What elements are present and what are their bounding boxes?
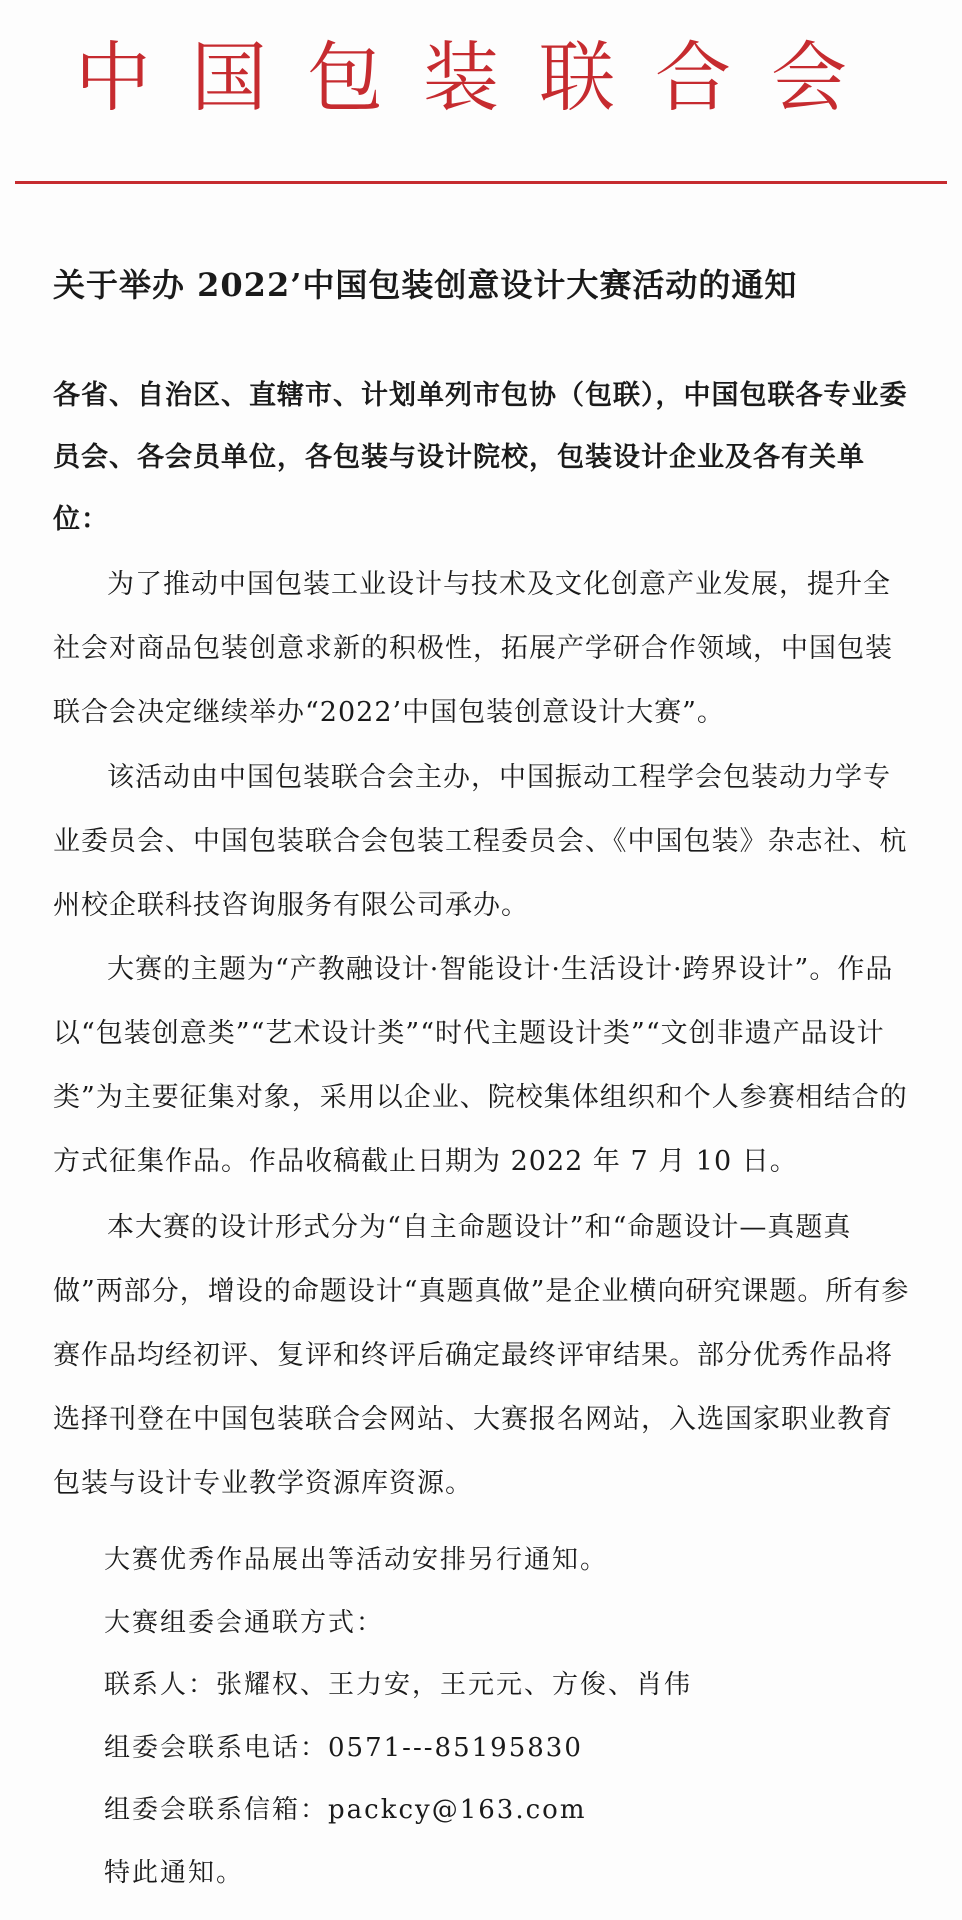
contact-email: 组委会联系信箱：packcy@163.com [104,1795,587,1825]
organization-letterhead: 中国包装联合会 [75,33,887,122]
exhibition-note: 大赛优秀作品展出等活动安排另行通知。 [104,1545,609,1575]
contact-phone: 组委会联系电话：0571---85195830 [104,1733,583,1763]
letterhead-divider [15,181,947,184]
paragraph-purpose: 为了推动中国包装工业设计与技术及文化创意产业发展，提升全社会对商品包装创意求新的积极性，拓展产学研合作领域，中国包装联合会决定继续举办“2022’中国包装创意设计大赛”。 [53,569,893,728]
paragraph-organizers: 该活动由中国包装联合会主办，中国振动工程学会包装动力学专业委员会、中国包装联合会包装工程委员会、《中国包装》杂志社、杭州校企联科技咨询服务有限公司承办。 [53,762,908,921]
paragraph-format: 本大赛的设计形式分为“自主命题设计”和“命题设计—真题真做”两部分，增设的命题设计“真题真做”是企业横向研究课题。所有参赛作品均经初评、复评和终评后确定最终评审结果。部分优秀作品将选择刊登在中国包装联合会网站、大赛报名网站，入选国家职业教育包装与设计专业教学资源库资源。 [53,1212,910,1499]
contact-heading: 大赛组委会通联方式： [104,1608,385,1638]
notice-addressee: 各省、自治区、直辖市、计划单列市包协（包联），中国包联各专业委员会、各会员单位，各包装与设计院校，包装设计企业及各有关单位： [53,380,908,535]
notice-title: 关于举办 2022’中国包装创意设计大赛活动的通知 [53,266,798,304]
paragraph-theme: 大赛的主题为“产教融设计·智能设计·生活设计·跨界设计”。作品以“包装创意类”“艺术设计类”“时代主题设计类”“文创非遗产品设计类”为主要征集对象，采用以企业、院校集体组织和个人参赛相结合的方式征集作品。作品收稿截止日期为 2022 年 7 月 10 日。 [53,954,908,1177]
closing-remark: 特此通知。 [104,1858,245,1888]
contact-persons: 联系人：张耀权、王力安，王元元、方俊、肖伟 [104,1670,693,1700]
